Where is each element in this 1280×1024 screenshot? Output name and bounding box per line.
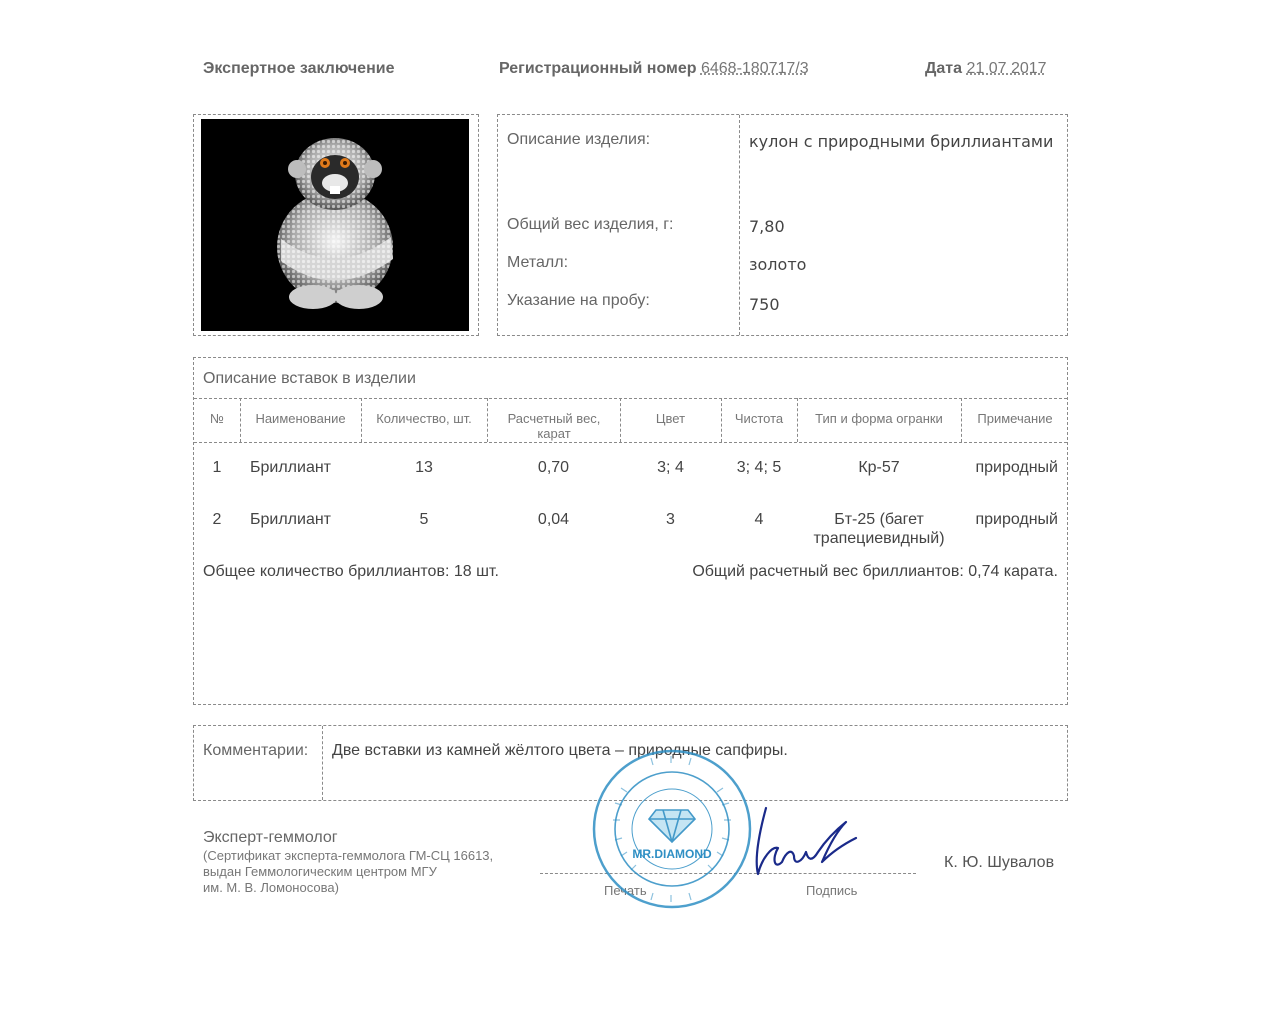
expert-cert-line: выдан Геммологическим центром МГУ [203,864,437,879]
col-header-number: № [210,411,224,426]
comments-text: Две вставки из камней жёлтого цвета – природные сапфиры. [332,742,788,759]
cell-color: 3; 4 [657,459,684,476]
cell-quantity: 13 [415,459,433,476]
hallmark-value: 750 [749,295,780,314]
col-header-quantity: Количество, шт. [376,411,472,426]
registration-number [499,60,809,78]
description-value: кулон с природными бриллиантами [749,132,1054,151]
col-header-name: Наименование [255,411,346,426]
expert-certificate [203,848,493,896]
cell-name: Бриллиант [250,459,332,476]
col-header-clarity: Чистота [734,411,784,426]
registration-value: 6468-180717/3 [700,60,809,77]
comments-label: Комментарии: [203,742,309,759]
cell-name: Бриллиант [250,511,332,528]
inserts-title: Описание вставок в изделии [203,370,416,387]
cell-number: 1 [212,459,222,476]
monkey-pendant-image [201,119,469,331]
cell-quantity: 5 [419,511,429,528]
hallmark-label: Указание на пробу: [507,292,650,309]
col-header-color: Цвет [655,411,686,426]
expert-cert-line: (Сертификат эксперта-геммолога ГМ-СЦ 16613, [203,848,494,863]
date-value: 21 07 2017 [966,60,1047,77]
cell-clarity: 4 [754,511,764,528]
col-header-note: Примечание [977,411,1053,426]
seal-brand: MR.DIAMOND [632,847,712,861]
metal-label: Металл: [507,254,569,271]
col-header-weight: Расчетный вес, карат [507,411,601,441]
total-weight-value: 7,80 [749,217,785,236]
expert-name: К. Ю. Шувалов [944,854,1055,871]
inserts-panel [193,357,1068,705]
cell-number: 2 [212,511,222,528]
expert-signature [748,800,868,890]
total-weight-label: Общий вес изделия, г: [507,216,674,233]
expert-title: Эксперт-геммолог [203,829,338,846]
cell-color: 3 [666,511,675,528]
expert-cert-line: им. М. В. Ломоносова) [203,880,339,895]
registration-label: Регистрационный номер [499,60,697,77]
cell-cut: Бт-25 (багет трапециевидный) [813,511,945,547]
date-label: Дата [925,60,963,77]
item-description-panel [497,114,1068,336]
total-count: Общее количество бриллиантов: 18 шт. [203,563,499,580]
metal-value: золото [749,255,807,274]
cell-weight: 0,70 [537,459,570,476]
cell-note: природный [975,459,1058,476]
cell-note: природный [975,511,1058,528]
col-header-cut: Тип и форма огранки [815,411,943,426]
document-date [925,60,1047,78]
cell-cut: Кр-57 [858,459,900,476]
description-label: Описание изделия: [507,131,651,148]
signature-label: Подпись [806,883,858,898]
product-photo [201,119,469,331]
total-weight: Общий расчетный вес бриллиантов: 0,74 карата. [692,563,1058,580]
cell-clarity: 3; 4; 5 [736,459,782,476]
document-title: Экспертное заключение [203,60,395,77]
stamp-label: Печать [604,883,647,898]
cell-weight: 0,04 [537,511,570,528]
company-seal [591,748,753,910]
